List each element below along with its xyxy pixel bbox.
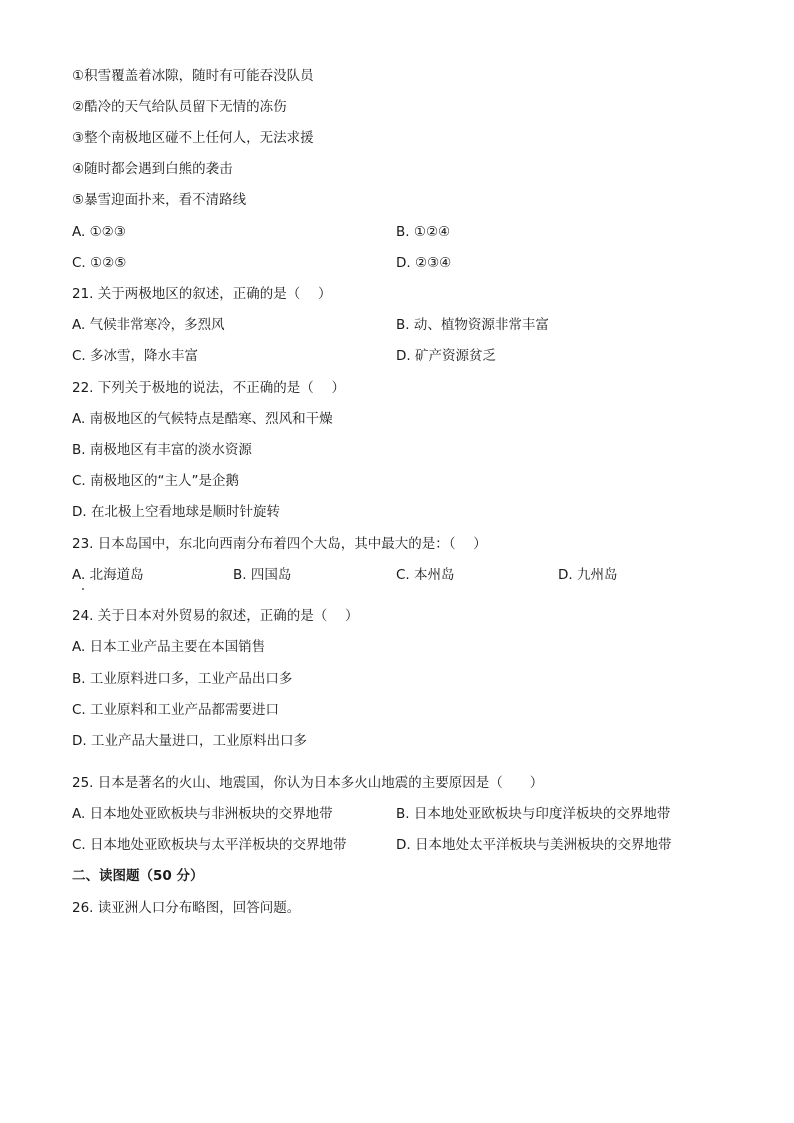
q20-option-d: D. ②③④ [396,255,452,271]
q20-option-b: B. ①②④ [396,224,451,240]
q25-option-a: A. 日本地处亚欧板块与非洲板块的交界地带 [72,806,333,822]
stray-dot [82,588,84,590]
q22-stem: 22. 下列关于极地的说法，不正确的是（ ） [72,380,346,396]
statement-3: ③整个南极地区碰不上任何人，无法求援 [72,130,314,146]
q21-option-c: C. 多冰雪，降水丰富 [72,348,199,364]
q25-option-b: B. 日本地处亚欧板块与印度洋板块的交界地带 [396,806,671,822]
statement-1: ①积雪覆盖着冰隙，随时有可能吞没队员 [72,68,314,84]
q22-option-b: B. 南极地区有丰富的淡水资源 [72,442,252,458]
q22-option-d: D. 在北极上空看地球是顺时针旋转 [72,504,280,520]
q22-option-c: C. 南极地区的“主人”是企鹅 [72,473,239,489]
q24-option-b: B. 工业原料进口多，工业产品出口多 [72,671,293,687]
q23-option-c: C. 本州岛 [396,567,455,583]
statement-4: ④随时都会遇到白熊的袭击 [72,161,233,177]
q25-stem: 25. 日本是著名的火山、地震国，你认为日本多火山地震的主要原因是（ ） [72,775,544,791]
section-title: 二、读图题（50 分） [72,868,204,884]
q26-stem: 26. 读亚洲人口分布略图，回答问题。 [72,900,301,916]
q21-stem: 21. 关于两极地区的叙述，正确的是（ ） [72,286,332,302]
q23-stem: 23. 日本岛国中，东北向西南分布着四个大岛，其中最大的是：（ ） [72,536,487,552]
q24-stem: 24. 关于日本对外贸易的叙述，正确的是（ ） [72,608,359,624]
q24-option-d: D. 工业产品大量进口，工业原料出口多 [72,733,307,749]
q21-option-a: A. 气候非常寒冷，多烈风 [72,317,225,333]
q23-option-b: B. 四国岛 [233,567,292,583]
q25-option-c: C. 日本地处亚欧板块与太平洋板块的交界地带 [72,837,347,853]
q24-option-c: C. 工业原料和工业产品都需要进口 [72,702,280,718]
q23-option-a: A. 北海道岛 [72,567,144,583]
q20-option-c: C. ①②⑤ [72,255,127,271]
q21-option-d: D. 矿产资源贫乏 [396,348,496,364]
q24-option-a: A. 日本工业产品主要在本国销售 [72,639,266,655]
q20-option-a: A. ①②③ [72,224,126,240]
q22-option-a: A. 南极地区的气候特点是酷寒、烈风和干燥 [72,411,333,427]
statement-2: ②酷冷的天气给队员留下无情的冻伤 [72,99,287,115]
statement-5: ⑤暴雪迎面扑来，看不清路线 [72,192,247,208]
q25-option-d: D. 日本地处太平洋板块与美洲板块的交界地带 [396,837,672,853]
q23-option-d: D. 九州岛 [558,567,618,583]
q21-option-b: B. 动、植物资源非常丰富 [396,317,549,333]
